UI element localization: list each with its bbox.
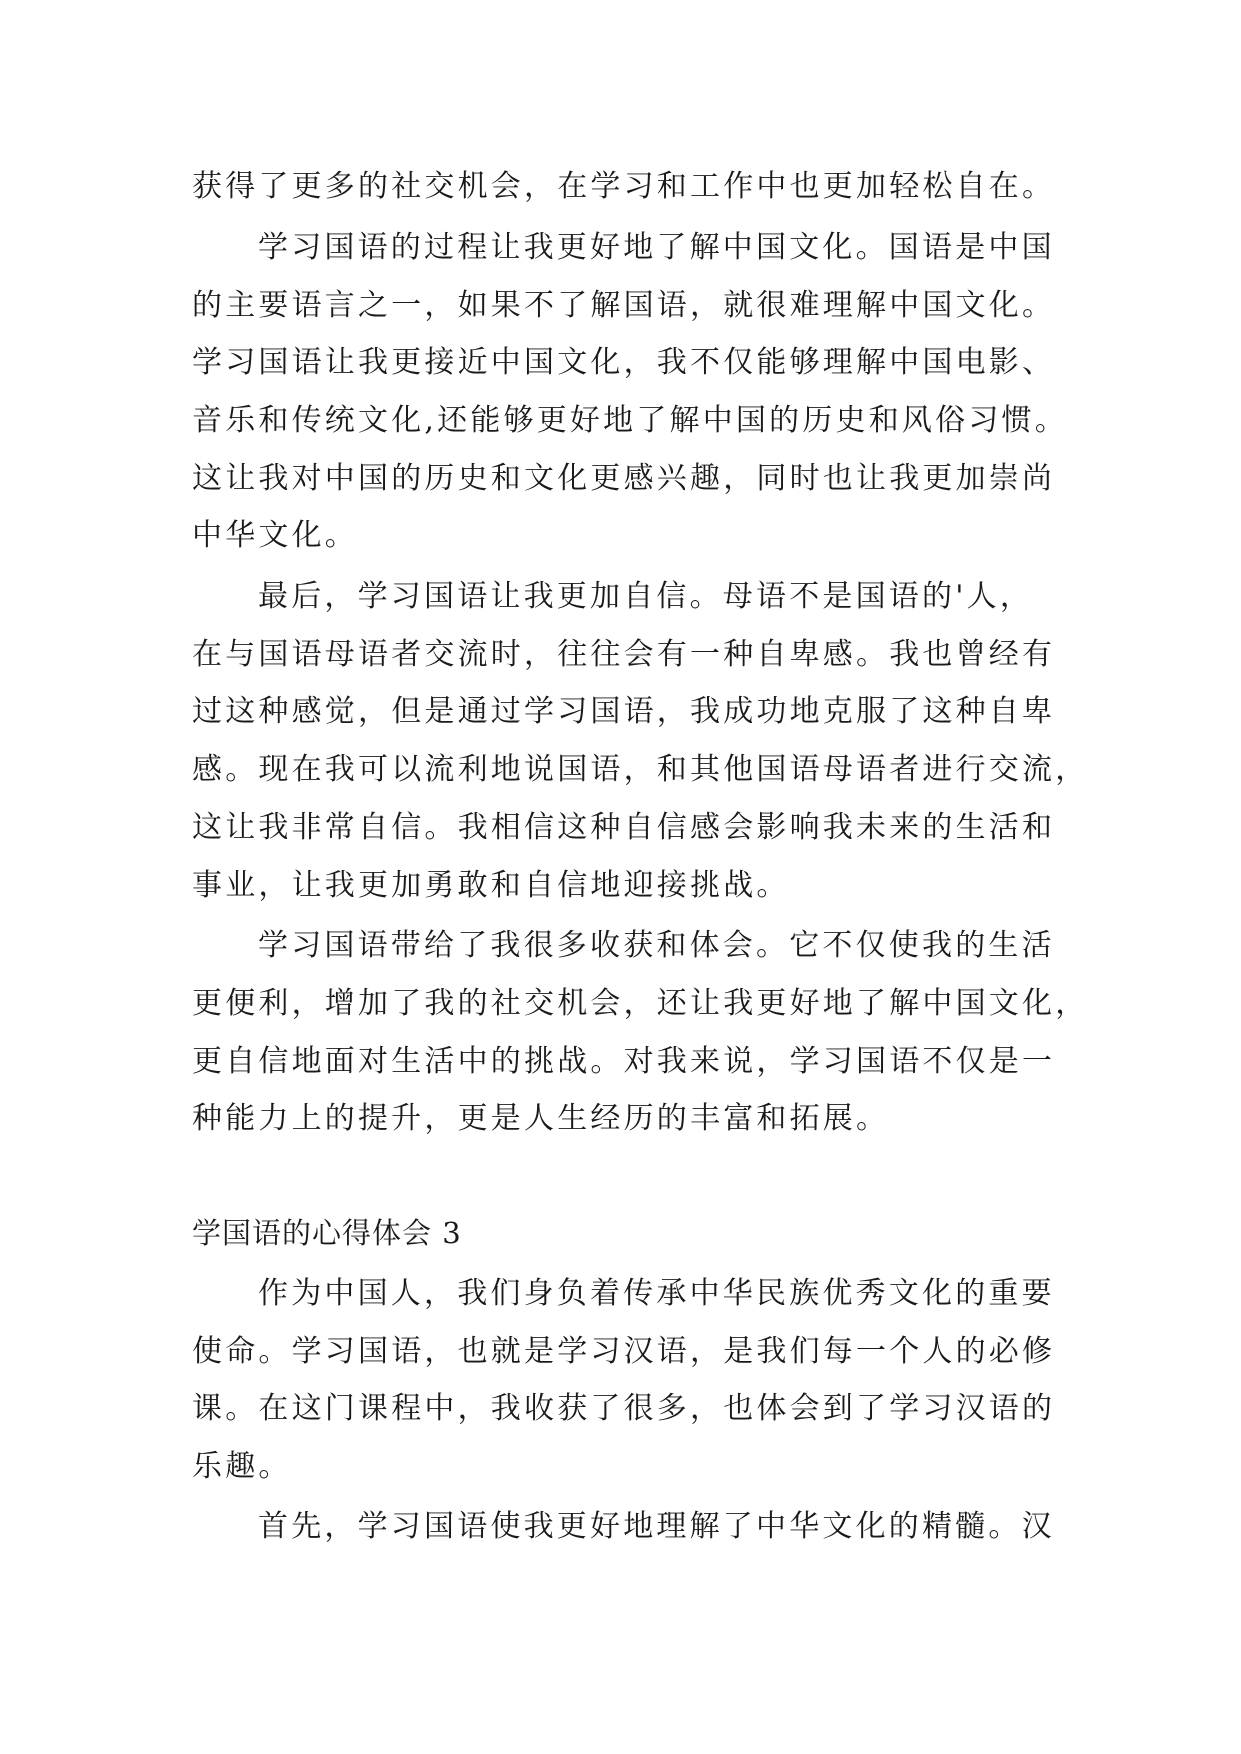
text-line: 学习国语让我更接近中国文化，我不仅能够理解中国电影、 xyxy=(192,345,1056,380)
text-line: 过这种感觉，但是通过学习国语，我成功地克服了这种自卑 xyxy=(192,694,1056,729)
text-line: 感。现在我可以流利地说国语，和其他国语母语者进行交流， xyxy=(192,752,1089,787)
text-line: 更自信地面对生活中的挑战。对我来说，学习国语不仅是一 xyxy=(192,1044,1056,1079)
text-line: 首先，学习国语使我更好地理解了中华文化的精髓。汉 xyxy=(258,1509,1055,1544)
text-line: 的主要语言之一，如果不了解国语，就很难理解中国文化。 xyxy=(192,288,1056,323)
text-line: 事业，让我更加勇敢和自信地迎接挑战。 xyxy=(192,868,790,903)
text-line: 乐趣。 xyxy=(192,1449,292,1484)
text-line: 学习国语带给了我很多收获和体会。它不仅使我的生活 xyxy=(258,928,1055,963)
text-line: 这让我对中国的历史和文化更感兴趣，同时也让我更加崇尚 xyxy=(192,461,1056,496)
text-line: 种能力上的提升，更是人生经历的丰富和拓展。 xyxy=(192,1101,890,1136)
text-line: 更便利，增加了我的社交机会，还让我更好地了解中国文化， xyxy=(192,986,1089,1021)
text-line: 课。在这门课程中，我收获了很多，也体会到了学习汉语的 xyxy=(192,1391,1056,1426)
text-line: 这让我非常自信。我相信这种自信感会影响我未来的生活和 xyxy=(192,810,1056,845)
text-line: 作为中国人，我们身负着传承中华民族优秀文化的重要 xyxy=(258,1276,1055,1311)
section-heading: 学国语的心得体会 3 xyxy=(192,1216,462,1250)
text-line: 使命。学习国语，也就是学习汉语，是我们每一个人的必修 xyxy=(192,1334,1056,1369)
text-line: 在与国语母语者交流时，往往会有一种自卑感。我也曾经有 xyxy=(192,637,1056,672)
text-line: 获得了更多的社交机会，在学习和工作中也更加轻松自在。 xyxy=(192,169,1056,204)
text-line: 音乐和传统文化,还能够更好地了解中国的历史和风俗习惯。 xyxy=(192,403,1068,438)
text-line: 学习国语的过程让我更好地了解中国文化。国语是中国 xyxy=(258,230,1055,265)
text-line: 最后，学习国语让我更加自信。母语不是国语的'人， xyxy=(258,579,1034,614)
text-line: 中华文化。 xyxy=(192,518,358,553)
